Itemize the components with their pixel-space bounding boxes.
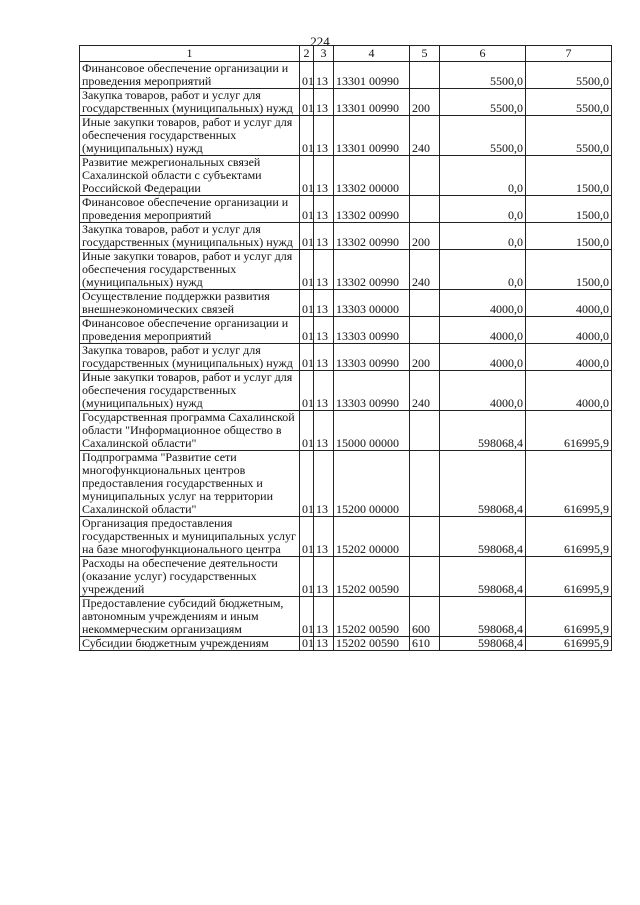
subsection-code: 13 [314, 517, 334, 557]
item-name: Расходы на обеспечение деятельности (оказание услуг) государственных учреждений [80, 557, 300, 597]
table-row [80, 411, 612, 451]
amount-year-2: 616995,9 [526, 451, 612, 517]
target-article-code: 13302 00990 [334, 223, 410, 250]
header-cell: 1 [80, 46, 300, 62]
expense-type-code [410, 411, 440, 451]
expense-type-code [410, 557, 440, 597]
amount-year-1: 0,0 [440, 250, 526, 290]
item-name: Иные закупки товаров, работ и услуг для обеспечения государственных (муниципальных) нужд [80, 371, 300, 411]
subsection-code: 13 [314, 89, 334, 116]
subsection-code: 13 [314, 156, 334, 196]
amount-year-2: 4000,0 [526, 371, 612, 411]
item-name: Финансовое обеспечение организации и проведения мероприятий [80, 62, 300, 89]
amount-year-1: 5500,0 [440, 116, 526, 156]
amount-year-2: 5500,0 [526, 62, 612, 89]
subsection-code: 13 [314, 116, 334, 156]
target-article-code: 15000 00000 [334, 411, 410, 451]
subsection-code: 13 [314, 344, 334, 371]
subsection-code: 13 [314, 451, 334, 517]
section-code: 01 [300, 637, 314, 651]
item-name: Иные закупки товаров, работ и услуг для обеспечения государственных (муниципальных) нужд [80, 250, 300, 290]
amount-year-1: 4000,0 [440, 317, 526, 344]
table-row [80, 371, 612, 411]
header-cell: 4 [334, 46, 410, 62]
amount-year-1: 598068,4 [440, 451, 526, 517]
target-article-code: 13303 00990 [334, 371, 410, 411]
amount-year-2: 4000,0 [526, 317, 612, 344]
amount-year-1: 598068,4 [440, 517, 526, 557]
section-code: 01 [300, 89, 314, 116]
target-article-code: 13303 00990 [334, 317, 410, 344]
amount-year-2: 1500,0 [526, 196, 612, 223]
target-article-code: 13302 00990 [334, 196, 410, 223]
section-code: 01 [300, 62, 314, 89]
section-code: 01 [300, 451, 314, 517]
amount-year-1: 4000,0 [440, 371, 526, 411]
amount-year-2: 4000,0 [526, 344, 612, 371]
expense-type-code [410, 156, 440, 196]
amount-year-1: 4000,0 [440, 344, 526, 371]
amount-year-1: 0,0 [440, 156, 526, 196]
amount-year-1: 598068,4 [440, 637, 526, 651]
header-row [80, 46, 612, 62]
expense-type-code: 240 [410, 371, 440, 411]
table-row [80, 250, 612, 290]
section-code: 01 [300, 557, 314, 597]
item-name: Закупка товаров, работ и услуг для государственных (муниципальных) нужд [80, 223, 300, 250]
amount-year-1: 0,0 [440, 196, 526, 223]
target-article-code: 13302 00000 [334, 156, 410, 196]
item-name: Закупка товаров, работ и услуг для государственных (муниципальных) нужд [80, 89, 300, 116]
table-row [80, 637, 612, 651]
item-name: Финансовое обеспечение организации и проведения мероприятий [80, 317, 300, 344]
subsection-code: 13 [314, 317, 334, 344]
section-code: 01 [300, 517, 314, 557]
table-row [80, 290, 612, 317]
item-name: Закупка товаров, работ и услуг для государственных (муниципальных) нужд [80, 344, 300, 371]
table-row [80, 89, 612, 116]
section-code: 01 [300, 250, 314, 290]
target-article-code: 13301 00990 [334, 116, 410, 156]
amount-year-2: 5500,0 [526, 89, 612, 116]
target-article-code: 13301 00990 [334, 89, 410, 116]
amount-year-2: 616995,9 [526, 557, 612, 597]
expense-type-code: 610 [410, 637, 440, 651]
expense-type-code: 600 [410, 597, 440, 637]
target-article-code: 15202 00590 [334, 597, 410, 637]
table-row [80, 597, 612, 637]
target-article-code: 13303 00000 [334, 290, 410, 317]
table-row [80, 156, 612, 196]
amount-year-2: 616995,9 [526, 637, 612, 651]
amount-year-1: 598068,4 [440, 411, 526, 451]
section-code: 01 [300, 597, 314, 637]
expense-type-code [410, 451, 440, 517]
amount-year-2: 616995,9 [526, 597, 612, 637]
amount-year-1: 5500,0 [440, 89, 526, 116]
item-name: Субсидии бюджетным учреждениям [80, 637, 300, 651]
section-code: 01 [300, 156, 314, 196]
expense-type-code [410, 517, 440, 557]
subsection-code: 13 [314, 62, 334, 89]
subsection-code: 13 [314, 597, 334, 637]
subsection-code: 13 [314, 290, 334, 317]
amount-year-2: 1500,0 [526, 223, 612, 250]
subsection-code: 13 [314, 637, 334, 651]
section-code: 01 [300, 223, 314, 250]
table-row [80, 451, 612, 517]
subsection-code: 13 [314, 250, 334, 290]
section-code: 01 [300, 116, 314, 156]
target-article-code: 15202 00590 [334, 637, 410, 651]
amount-year-2: 5500,0 [526, 116, 612, 156]
header-cell: 3 [314, 46, 334, 62]
expense-type-code [410, 62, 440, 89]
item-name: Развитие межрегиональных связей Сахалинской области с субъектами Российской Федерации [80, 156, 300, 196]
amount-year-1: 0,0 [440, 223, 526, 250]
header-cell: 7 [526, 46, 612, 62]
item-name: Предоставление субсидий бюджетным, автономным учреждениям и иным некоммерческим организациям [80, 597, 300, 637]
section-code: 01 [300, 344, 314, 371]
section-code: 01 [300, 411, 314, 451]
item-name: Государственная программа Сахалинской области "Информационное общество в Сахалинской области" [80, 411, 300, 451]
amount-year-1: 4000,0 [440, 290, 526, 317]
item-name: Иные закупки товаров, работ и услуг для обеспечения государственных (муниципальных) нужд [80, 116, 300, 156]
target-article-code: 13301 00990 [334, 62, 410, 89]
section-code: 01 [300, 196, 314, 223]
header-cell: 5 [410, 46, 440, 62]
table-row [80, 223, 612, 250]
amount-year-1: 5500,0 [440, 62, 526, 89]
table-row [80, 517, 612, 557]
expense-type-code: 200 [410, 89, 440, 116]
section-code: 01 [300, 371, 314, 411]
target-article-code: 13303 00990 [334, 344, 410, 371]
expense-type-code [410, 196, 440, 223]
subsection-code: 13 [314, 371, 334, 411]
expense-type-code: 240 [410, 250, 440, 290]
subsection-code: 13 [314, 196, 334, 223]
section-code: 01 [300, 290, 314, 317]
amount-year-2: 616995,9 [526, 411, 612, 451]
section-code: 01 [300, 317, 314, 344]
amount-year-2: 4000,0 [526, 290, 612, 317]
page-number: 224 [310, 34, 330, 49]
expense-type-code [410, 290, 440, 317]
amount-year-2: 1500,0 [526, 250, 612, 290]
subsection-code: 13 [314, 411, 334, 451]
target-article-code: 15200 00000 [334, 451, 410, 517]
expense-type-code: 200 [410, 223, 440, 250]
table-row [80, 62, 612, 89]
amount-year-1: 598068,4 [440, 557, 526, 597]
target-article-code: 15202 00000 [334, 517, 410, 557]
table-row [80, 557, 612, 597]
target-article-code: 13302 00990 [334, 250, 410, 290]
amount-year-1: 598068,4 [440, 597, 526, 637]
table-row [80, 116, 612, 156]
amount-year-2: 616995,9 [526, 517, 612, 557]
header-cell: 6 [440, 46, 526, 62]
table-row [80, 196, 612, 223]
subsection-code: 13 [314, 557, 334, 597]
expense-type-code [410, 317, 440, 344]
item-name: Подпрограмма "Развитие сети многофункциональных центров предоставления государственных и муниципальных услуг на территории Сахалинской области" [80, 451, 300, 517]
item-name: Осуществление поддержки развития внешнеэкономических связей [80, 290, 300, 317]
item-name: Финансовое обеспечение организации и проведения мероприятий [80, 196, 300, 223]
budget-table [79, 45, 612, 651]
target-article-code: 15202 00590 [334, 557, 410, 597]
expense-type-code: 200 [410, 344, 440, 371]
table-row [80, 344, 612, 371]
subsection-code: 13 [314, 223, 334, 250]
expense-type-code: 240 [410, 116, 440, 156]
item-name: Организация предоставления государственных и муниципальных услуг на базе многофункционального центра [80, 517, 300, 557]
amount-year-2: 1500,0 [526, 156, 612, 196]
table-row [80, 317, 612, 344]
header-cell: 2 [300, 46, 314, 62]
